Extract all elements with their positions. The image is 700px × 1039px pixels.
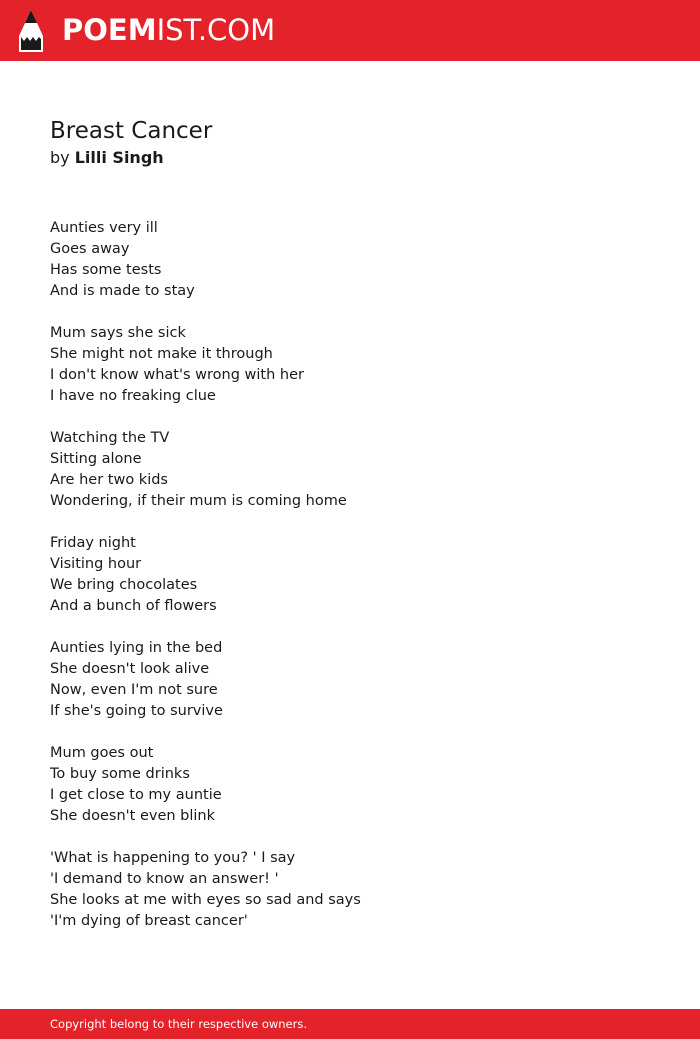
stanza xyxy=(50,533,650,617)
poem-line: 'I demand to know an answer! ' xyxy=(50,871,279,887)
poem-line: She might not make it through xyxy=(50,346,273,362)
site-header xyxy=(0,0,700,61)
poem-line: Goes away xyxy=(50,241,130,257)
poem-line: I get close to my auntie xyxy=(50,787,222,803)
poem-line: She doesn't look alive xyxy=(50,661,210,677)
poem-line: 'What is happening to you? ' I say xyxy=(50,850,296,866)
poem-line: Mum says she sick xyxy=(50,325,186,341)
poem-title: Breast Cancer xyxy=(50,118,213,144)
stanza xyxy=(50,848,650,932)
poem-line: If she's going to survive xyxy=(50,703,223,719)
brand-light: IST.COM xyxy=(156,13,276,47)
copyright-notice: Copyright belong to their respective owners. xyxy=(50,1017,308,1031)
stanza xyxy=(50,428,650,512)
poem-line: And a bunch of flowers xyxy=(50,598,217,614)
poem-line: And is made to stay xyxy=(50,283,195,299)
poem-line: Mum goes out xyxy=(50,745,154,761)
poem-content xyxy=(50,116,650,953)
poem-line: To buy some drinks xyxy=(50,766,190,782)
poem-line: She looks at me with eyes so sad and says xyxy=(50,892,361,908)
poem-line: We bring chocolates xyxy=(50,577,198,593)
poem-line: Wondering, if their mum is coming home xyxy=(50,493,347,509)
poem-line: Visiting hour xyxy=(50,556,142,572)
poem-body xyxy=(50,218,650,932)
stanza xyxy=(50,323,650,407)
poem-line: Sitting alone xyxy=(50,451,142,467)
poem-line: Are her two kids xyxy=(50,472,168,488)
poem-author: Lilli Singh xyxy=(74,148,164,167)
site-footer xyxy=(0,1009,700,1039)
stanza xyxy=(50,218,650,302)
site-logo[interactable] xyxy=(62,12,275,48)
pencil-tip-icon[interactable] xyxy=(18,10,44,52)
poem-line: Has some tests xyxy=(50,262,162,278)
poem-line: She doesn't even blink xyxy=(50,808,216,824)
poem-line: I have no freaking clue xyxy=(50,388,216,404)
poem-line: Friday night xyxy=(50,535,136,551)
stanza xyxy=(50,638,650,722)
byline xyxy=(50,146,650,170)
poem-line: Aunties lying in the bed xyxy=(50,640,223,656)
by-label: by xyxy=(50,148,70,167)
poem-line: I don't know what's wrong with her xyxy=(50,367,304,383)
poem-line: Aunties very ill xyxy=(50,220,158,236)
stanza xyxy=(50,743,650,827)
brand-bold: POEM xyxy=(62,13,157,47)
poem-line: 'I'm dying of breast cancer' xyxy=(50,913,248,929)
poem-line: Watching the TV xyxy=(50,430,170,446)
poem-line: Now, even I'm not sure xyxy=(50,682,218,698)
